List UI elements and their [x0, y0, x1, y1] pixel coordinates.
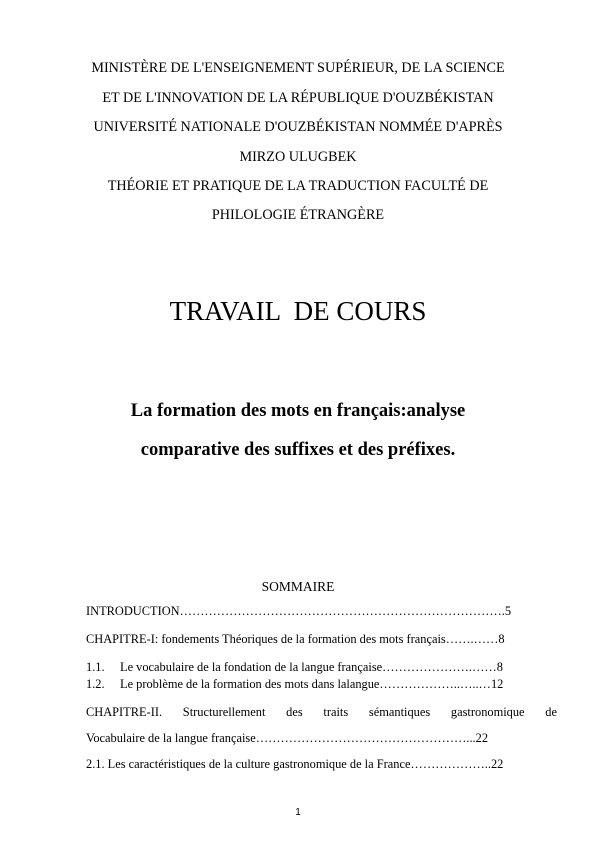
toc-entry-1-1: [86, 659, 557, 676]
sommaire-heading: SOMMAIRE: [261, 579, 335, 594]
toc-entry-2-1: 2.1. Les caractéristiques de la culture gastronomique de la France………………..22: [86, 757, 504, 771]
toc-entry-text: Le vocabulaire de la fondation de la langue française………………….……8: [120, 660, 503, 674]
toc-entry-number: 1.2.: [86, 677, 105, 691]
toc-entry-chapitre-2-cont: Vocabulaire de la langue française……………………………………………...22: [86, 731, 489, 745]
subtitle-line-2: comparative des suffixes et des préfixes.: [140, 440, 456, 460]
toc-entry-text: Le problème de la formation des mots dans lalangue………………..…..…12: [120, 677, 504, 691]
toc-entry-chapitre-2: CHAPITRE-II. Structurellement des traits sémantiques gastronomique de: [86, 705, 557, 719]
header-line-1: MINISTÈRE DE L'ENSEIGNEMENT SUPÉRIEUR, DE LA SCIENCE: [91, 60, 505, 76]
page-number: 1: [295, 807, 301, 818]
header-line-2: ET DE L'INNOVATION DE LA RÉPUBLIQUE D'OUZBÉKISTAN: [102, 90, 494, 106]
toc-entry-introduction: INTRODUCTION…………………………………………………………………….5: [86, 604, 512, 618]
toc-entry-chapitre-1: CHAPITRE-I: fondements Théoriques de la formation des mots français…….……8: [86, 632, 505, 646]
header-line-3: UNIVERSITÉ NATIONALE D'OUZBÉKISTAN NOMMÉE D'APRÈS: [93, 119, 503, 135]
page-title: TRAVAIL DE COURS: [169, 296, 427, 326]
toc-entry-number: 1.1.: [86, 660, 105, 674]
header-line-4: MIRZO ULUGBEK: [239, 149, 357, 165]
subtitle-line-1: La formation des mots en français:analyse: [130, 401, 466, 421]
toc-entry-1-2: [86, 676, 557, 693]
header-line-5: THÉORIE ET PRATIQUE DE LA TRADUCTION FACULTÉ DE: [107, 178, 489, 194]
header-line-6: PHILOLOGIE ÉTRANGÈRE: [211, 207, 385, 223]
